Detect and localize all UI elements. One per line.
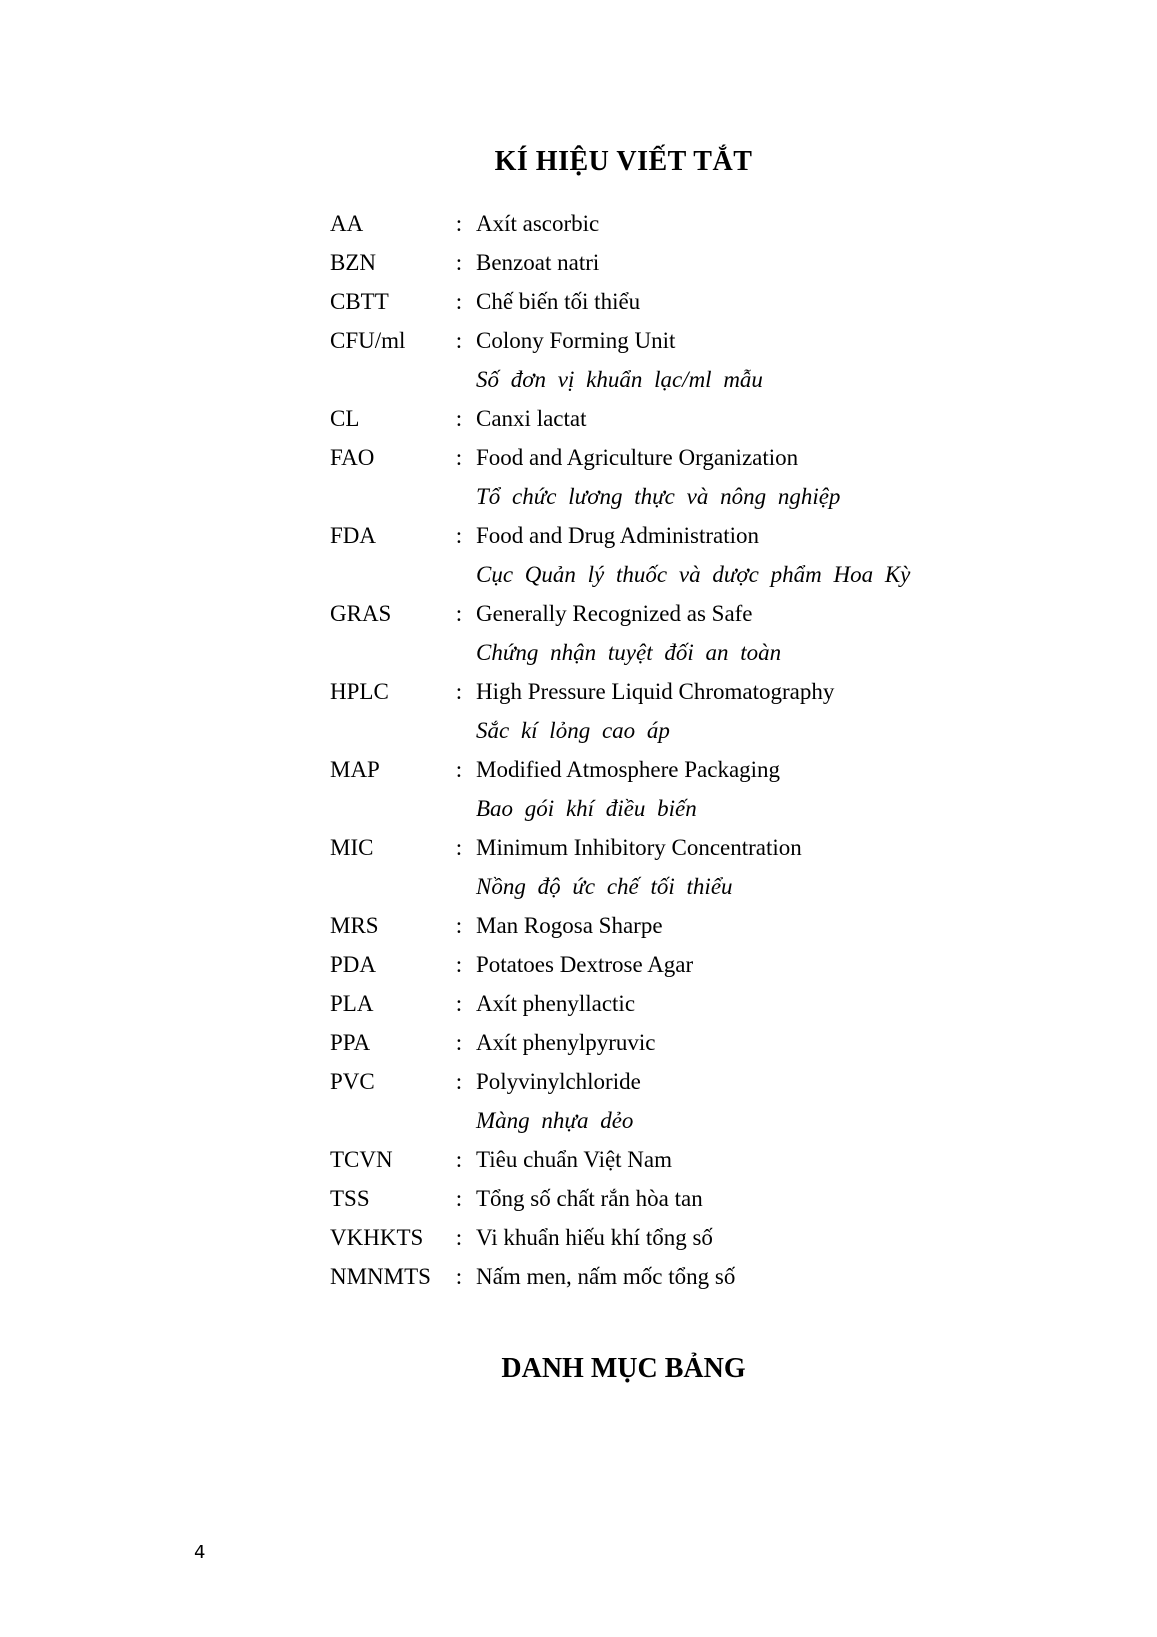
abbreviation-full-name: Colony Forming Unit bbox=[476, 328, 676, 353]
abbreviation-separator: : bbox=[455, 757, 463, 782]
abbreviation-translation: Tổ chức lương thực và nông nghiệp bbox=[476, 484, 841, 509]
abbreviation-term: BZN bbox=[330, 250, 376, 275]
abbreviation-full-name: Tổng số chất rắn hòa tan bbox=[476, 1186, 703, 1211]
abbreviation-term: PDA bbox=[330, 952, 377, 977]
abbreviation-term: PPA bbox=[330, 1030, 371, 1055]
abbreviation-term: FAO bbox=[330, 445, 375, 470]
abbreviation-separator: : bbox=[455, 913, 463, 938]
abbreviation-separator: : bbox=[455, 1186, 463, 1211]
abbreviation-separator: : bbox=[455, 679, 463, 704]
abbreviation-full-name: Food and Agriculture Organization bbox=[476, 445, 799, 470]
abbreviation-separator: : bbox=[455, 952, 463, 977]
abbreviation-row bbox=[330, 1262, 920, 1301]
abbreviation-full-name: Axít phenyllactic bbox=[476, 991, 636, 1016]
abbreviation-definition bbox=[476, 287, 920, 316]
abbreviation-row bbox=[330, 1145, 920, 1184]
abbreviation-separator: : bbox=[455, 991, 463, 1016]
abbreviation-full-name: Canxi lactat bbox=[476, 406, 587, 431]
abbreviation-full-name: Axít phenylpyruvic bbox=[476, 1030, 656, 1055]
abbreviation-row bbox=[330, 521, 920, 599]
abbreviation-row bbox=[330, 1028, 920, 1067]
abbreviation-full-name: Minimum Inhibitory Concentration bbox=[476, 835, 802, 860]
abbreviation-translation: Nồng độ ức chế tối thiểu bbox=[476, 874, 733, 899]
abbreviation-separator: : bbox=[455, 1264, 463, 1289]
abbreviation-separator: : bbox=[455, 1147, 463, 1172]
abbreviation-translation: Sắc kí lỏng cao áp bbox=[476, 718, 670, 743]
abbreviation-definition bbox=[476, 521, 920, 599]
abbreviation-full-name: Nấm men, nấm mốc tổng số bbox=[476, 1264, 736, 1289]
abbreviation-term: TCVN bbox=[330, 1147, 393, 1172]
abbreviation-definition bbox=[476, 404, 920, 433]
abbreviation-row bbox=[330, 755, 920, 833]
abbreviation-row bbox=[330, 1067, 920, 1145]
abbreviation-list bbox=[330, 209, 920, 1301]
abbreviation-separator: : bbox=[455, 328, 463, 353]
abbreviation-row bbox=[330, 599, 920, 677]
abbreviation-definition bbox=[476, 1067, 920, 1145]
abbreviation-row bbox=[330, 443, 920, 521]
abbreviation-term: PVC bbox=[330, 1069, 375, 1094]
abbreviation-translation: Bao gói khí điều biến bbox=[476, 796, 697, 821]
section-title-table-list: DANH MỤC BẢNG bbox=[501, 1353, 746, 1384]
abbreviation-definition bbox=[476, 326, 920, 404]
abbreviation-separator: : bbox=[455, 250, 463, 275]
abbreviation-row bbox=[330, 209, 920, 248]
abbreviation-definition bbox=[476, 209, 920, 238]
abbreviation-full-name: High Pressure Liquid Chromatography bbox=[476, 679, 835, 704]
abbreviation-translation: Cục Quản lý thuốc và dược phẩm Hoa Kỳ bbox=[476, 562, 911, 587]
abbreviation-separator: : bbox=[455, 601, 463, 626]
abbreviation-row bbox=[330, 1184, 920, 1223]
abbreviation-term: MIC bbox=[330, 835, 374, 860]
page-title: KÍ HIỆU VIẾT TẮT bbox=[494, 146, 753, 177]
abbreviation-definition bbox=[476, 1145, 920, 1174]
abbreviation-definition bbox=[476, 950, 920, 979]
abbreviation-term: MAP bbox=[330, 757, 380, 782]
abbreviation-term: AA bbox=[330, 211, 364, 236]
abbreviation-full-name: Tiêu chuẩn Việt Nam bbox=[476, 1147, 673, 1172]
abbreviation-full-name: Man Rogosa Sharpe bbox=[476, 913, 663, 938]
abbreviation-term: GRAS bbox=[330, 601, 392, 626]
abbreviation-separator: : bbox=[455, 835, 463, 860]
page-number: 4 bbox=[194, 1542, 206, 1563]
abbreviation-definition bbox=[476, 1223, 920, 1252]
abbreviation-definition bbox=[476, 599, 920, 677]
abbreviation-term: HPLC bbox=[330, 679, 389, 704]
abbreviation-definition bbox=[476, 755, 920, 833]
abbreviation-full-name: Food and Drug Administration bbox=[476, 523, 760, 548]
abbreviation-definition bbox=[476, 833, 920, 911]
abbreviation-term: CBTT bbox=[330, 289, 389, 314]
abbreviation-term: FDA bbox=[330, 523, 377, 548]
abbreviation-separator: : bbox=[455, 289, 463, 314]
abbreviation-term: VKHKTS bbox=[330, 1225, 424, 1250]
abbreviation-separator: : bbox=[455, 1069, 463, 1094]
abbreviation-separator: : bbox=[455, 1225, 463, 1250]
abbreviation-definition bbox=[476, 1028, 920, 1057]
abbreviation-term: CFU/ml bbox=[330, 328, 406, 353]
abbreviation-row bbox=[330, 677, 920, 755]
abbreviation-separator: : bbox=[455, 406, 463, 431]
abbreviation-row bbox=[330, 1223, 920, 1262]
abbreviation-full-name: Modified Atmosphere Packaging bbox=[476, 757, 781, 782]
abbreviation-separator: : bbox=[455, 445, 463, 470]
abbreviation-translation: Màng nhựa dẻo bbox=[476, 1108, 634, 1133]
abbreviation-row bbox=[330, 989, 920, 1028]
abbreviation-definition bbox=[476, 248, 920, 277]
abbreviation-definition bbox=[476, 443, 920, 521]
abbreviation-full-name: Chế biến tối thiểu bbox=[476, 289, 641, 314]
abbreviation-separator: : bbox=[455, 1030, 463, 1055]
abbreviation-full-name: Potatoes Dextrose Agar bbox=[476, 952, 694, 977]
abbreviation-row bbox=[330, 950, 920, 989]
abbreviation-definition bbox=[476, 1262, 920, 1291]
abbreviation-row bbox=[330, 287, 920, 326]
abbreviation-term: CL bbox=[330, 406, 360, 431]
abbreviation-definition bbox=[476, 1184, 920, 1213]
abbreviation-full-name: Polyvinylchloride bbox=[476, 1069, 641, 1094]
abbreviation-full-name: Benzoat natri bbox=[476, 250, 600, 275]
abbreviation-term: TSS bbox=[330, 1186, 370, 1211]
abbreviation-term: PLA bbox=[330, 991, 374, 1016]
abbreviation-translation: Chứng nhận tuyệt đối an toàn bbox=[476, 640, 782, 665]
abbreviation-row bbox=[330, 326, 920, 404]
abbreviation-row bbox=[330, 248, 920, 287]
abbreviation-separator: : bbox=[455, 523, 463, 548]
abbreviation-row bbox=[330, 833, 920, 911]
abbreviation-translation: Số đơn vị khuẩn lạc/ml mẫu bbox=[476, 367, 763, 392]
abbreviation-full-name: Generally Recognized as Safe bbox=[476, 601, 753, 626]
abbreviation-definition bbox=[476, 677, 920, 755]
abbreviation-term: MRS bbox=[330, 913, 379, 938]
abbreviation-full-name: Vi khuẩn hiếu khí tổng số bbox=[476, 1225, 713, 1250]
abbreviation-separator: : bbox=[455, 211, 463, 236]
abbreviation-row bbox=[330, 404, 920, 443]
abbreviation-full-name: Axít ascorbic bbox=[476, 211, 600, 236]
abbreviation-term: NMNMTS bbox=[330, 1264, 431, 1289]
abbreviation-definition bbox=[476, 911, 920, 940]
abbreviation-row bbox=[330, 911, 920, 950]
abbreviation-definition bbox=[476, 989, 920, 1018]
